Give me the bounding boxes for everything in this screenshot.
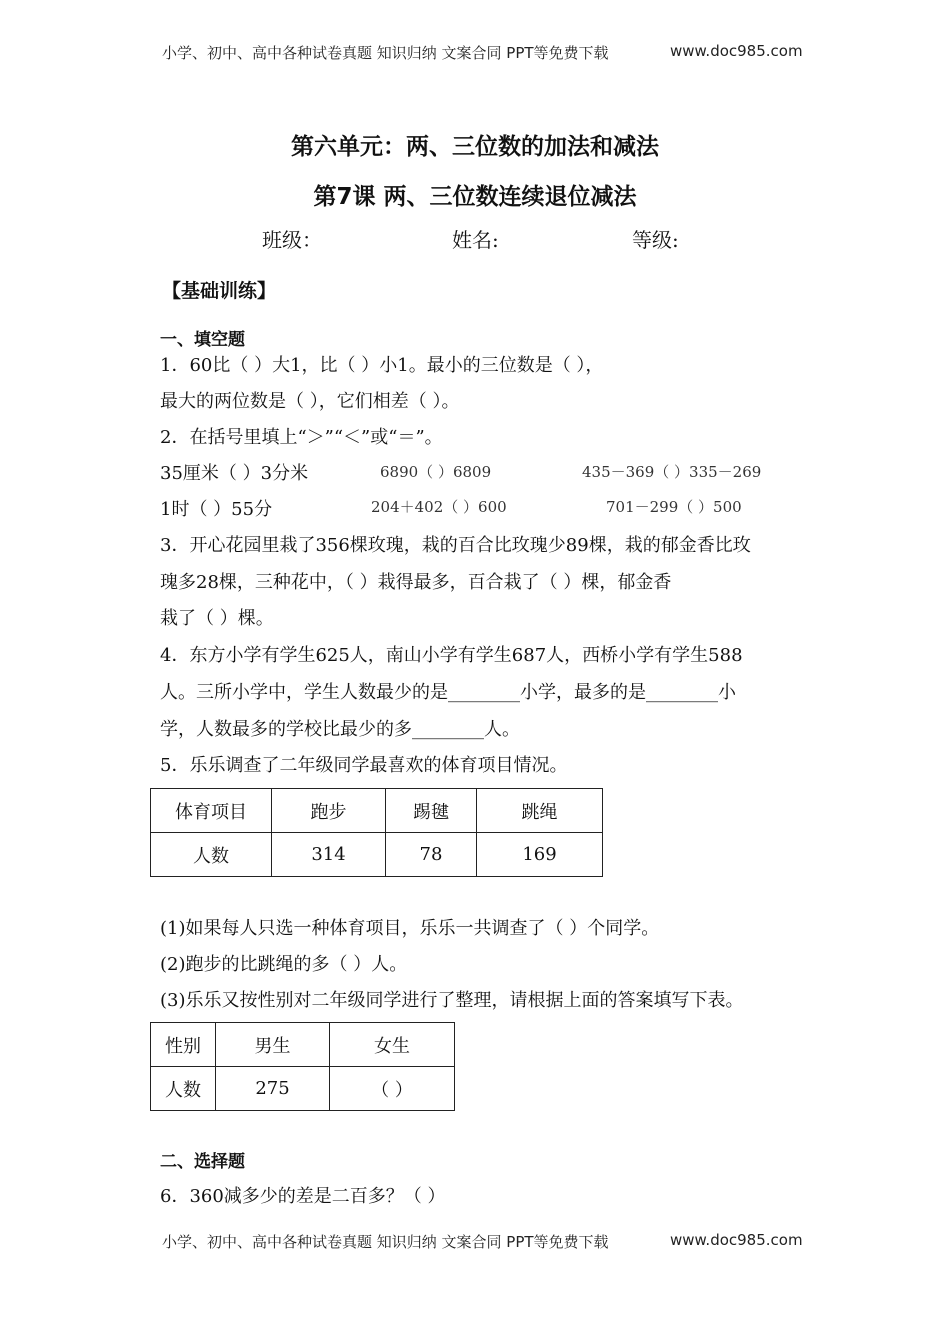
q5-sub2: (2)跑步的比跳绳的多（ ）人。 — [160, 954, 408, 975]
q1-line1: 1．60比（ ）大1，比（ ）小1。最小的三位数是（ ）， — [160, 355, 604, 376]
q2-r1c3: 435－369（ ）335－269 — [582, 463, 762, 481]
table-header-cell: 女生 — [330, 1023, 455, 1067]
q2-r2c3: 701－299（ ）500 — [606, 498, 742, 516]
q1-line2: 最大的两位数是（ ），它们相差（ ）。 — [160, 391, 460, 412]
table-header-cell: 体育项目 — [151, 789, 272, 833]
table-header-cell: 跳绳 — [477, 789, 603, 833]
q2-r1c1: 35厘米（ ）3分米 — [160, 463, 309, 484]
q4-line1: 4．东方小学有学生625人，南山小学有学生687人，西桥小学有学生588 — [160, 645, 743, 666]
table-cell: 169 — [477, 833, 603, 877]
header-left: 小学、初中、高中各种试卷真题 知识归纳 文案合同 PPT等免费下载 — [162, 44, 609, 62]
table-header-cell: 踢毽 — [386, 789, 477, 833]
q2-text: 2．在括号里填上“＞”“＜”或“＝”。 — [160, 427, 443, 448]
q6-text: 6．360减多少的差是二百多？（ ） — [160, 1186, 446, 1207]
q3-line3: 栽了（ ）棵。 — [160, 608, 274, 629]
q2-r2c2: 204＋402（ ）600 — [371, 498, 507, 516]
q2-r1c2: 6890（ ）6809 — [380, 463, 492, 481]
answer-blank-cell[interactable]: （ ） — [330, 1067, 455, 1111]
header-url[interactable]: www.doc985.com — [670, 42, 803, 60]
table-cell: 人数 — [151, 833, 272, 877]
table-header-cell: 性别 — [151, 1023, 216, 1067]
footer-left: 小学、初中、高中各种试卷真题 知识归纳 文案合同 PPT等免费下载 — [162, 1233, 609, 1251]
q3-line2: 瑰多28棵，三种花中，（ ）栽得最多，百合栽了（ ）棵，郁金香 — [160, 572, 672, 593]
page-title: 第六单元：两、三位数的加法和减法 — [291, 134, 659, 160]
class-label: 班级： — [262, 228, 322, 252]
section2-heading: 二、选择题 — [160, 1152, 245, 1172]
table-header-cell: 跑步 — [272, 789, 386, 833]
table-cell: 314 — [272, 833, 386, 877]
q4-line3: 学，人数最多的学校比最少的多________人。 — [160, 719, 520, 740]
grade-label: 等级: — [632, 228, 679, 252]
q3-line1: 3．开心花园里栽了356棵玫瑰，栽的百合比玫瑰少89棵，栽的郁金香比玫 — [160, 535, 751, 556]
section-basic-heading: 【基础训练】 — [162, 280, 277, 302]
sports-table — [150, 788, 603, 877]
gender-table — [150, 1022, 455, 1111]
q2-r2c1: 1时（ ）55分 — [160, 499, 273, 520]
q5-sub3: (3)乐乐又按性别对二年级同学进行了整理，请根据上面的答案填写下表。 — [160, 990, 744, 1011]
lesson-title: 第7课 两、三位数连续退位减法 — [313, 184, 637, 210]
table-header-cell: 男生 — [216, 1023, 330, 1067]
footer-url[interactable]: www.doc985.com — [670, 1231, 803, 1249]
q5-sub1: (1)如果每人只选一种体育项目，乐乐一共调查了（ ）个同学。 — [160, 918, 660, 939]
table-cell: 人数 — [151, 1067, 216, 1111]
q4-line2: 人。三所小学中，学生人数最少的是________小学，最多的是________小 — [160, 682, 736, 703]
table-cell: 78 — [386, 833, 477, 877]
section1-heading: 一、填空题 — [160, 330, 245, 350]
q5-text: 5．乐乐调查了二年级同学最喜欢的体育项目情况。 — [160, 755, 568, 776]
table-cell: 275 — [216, 1067, 330, 1111]
name-label: 姓名: — [452, 228, 499, 252]
